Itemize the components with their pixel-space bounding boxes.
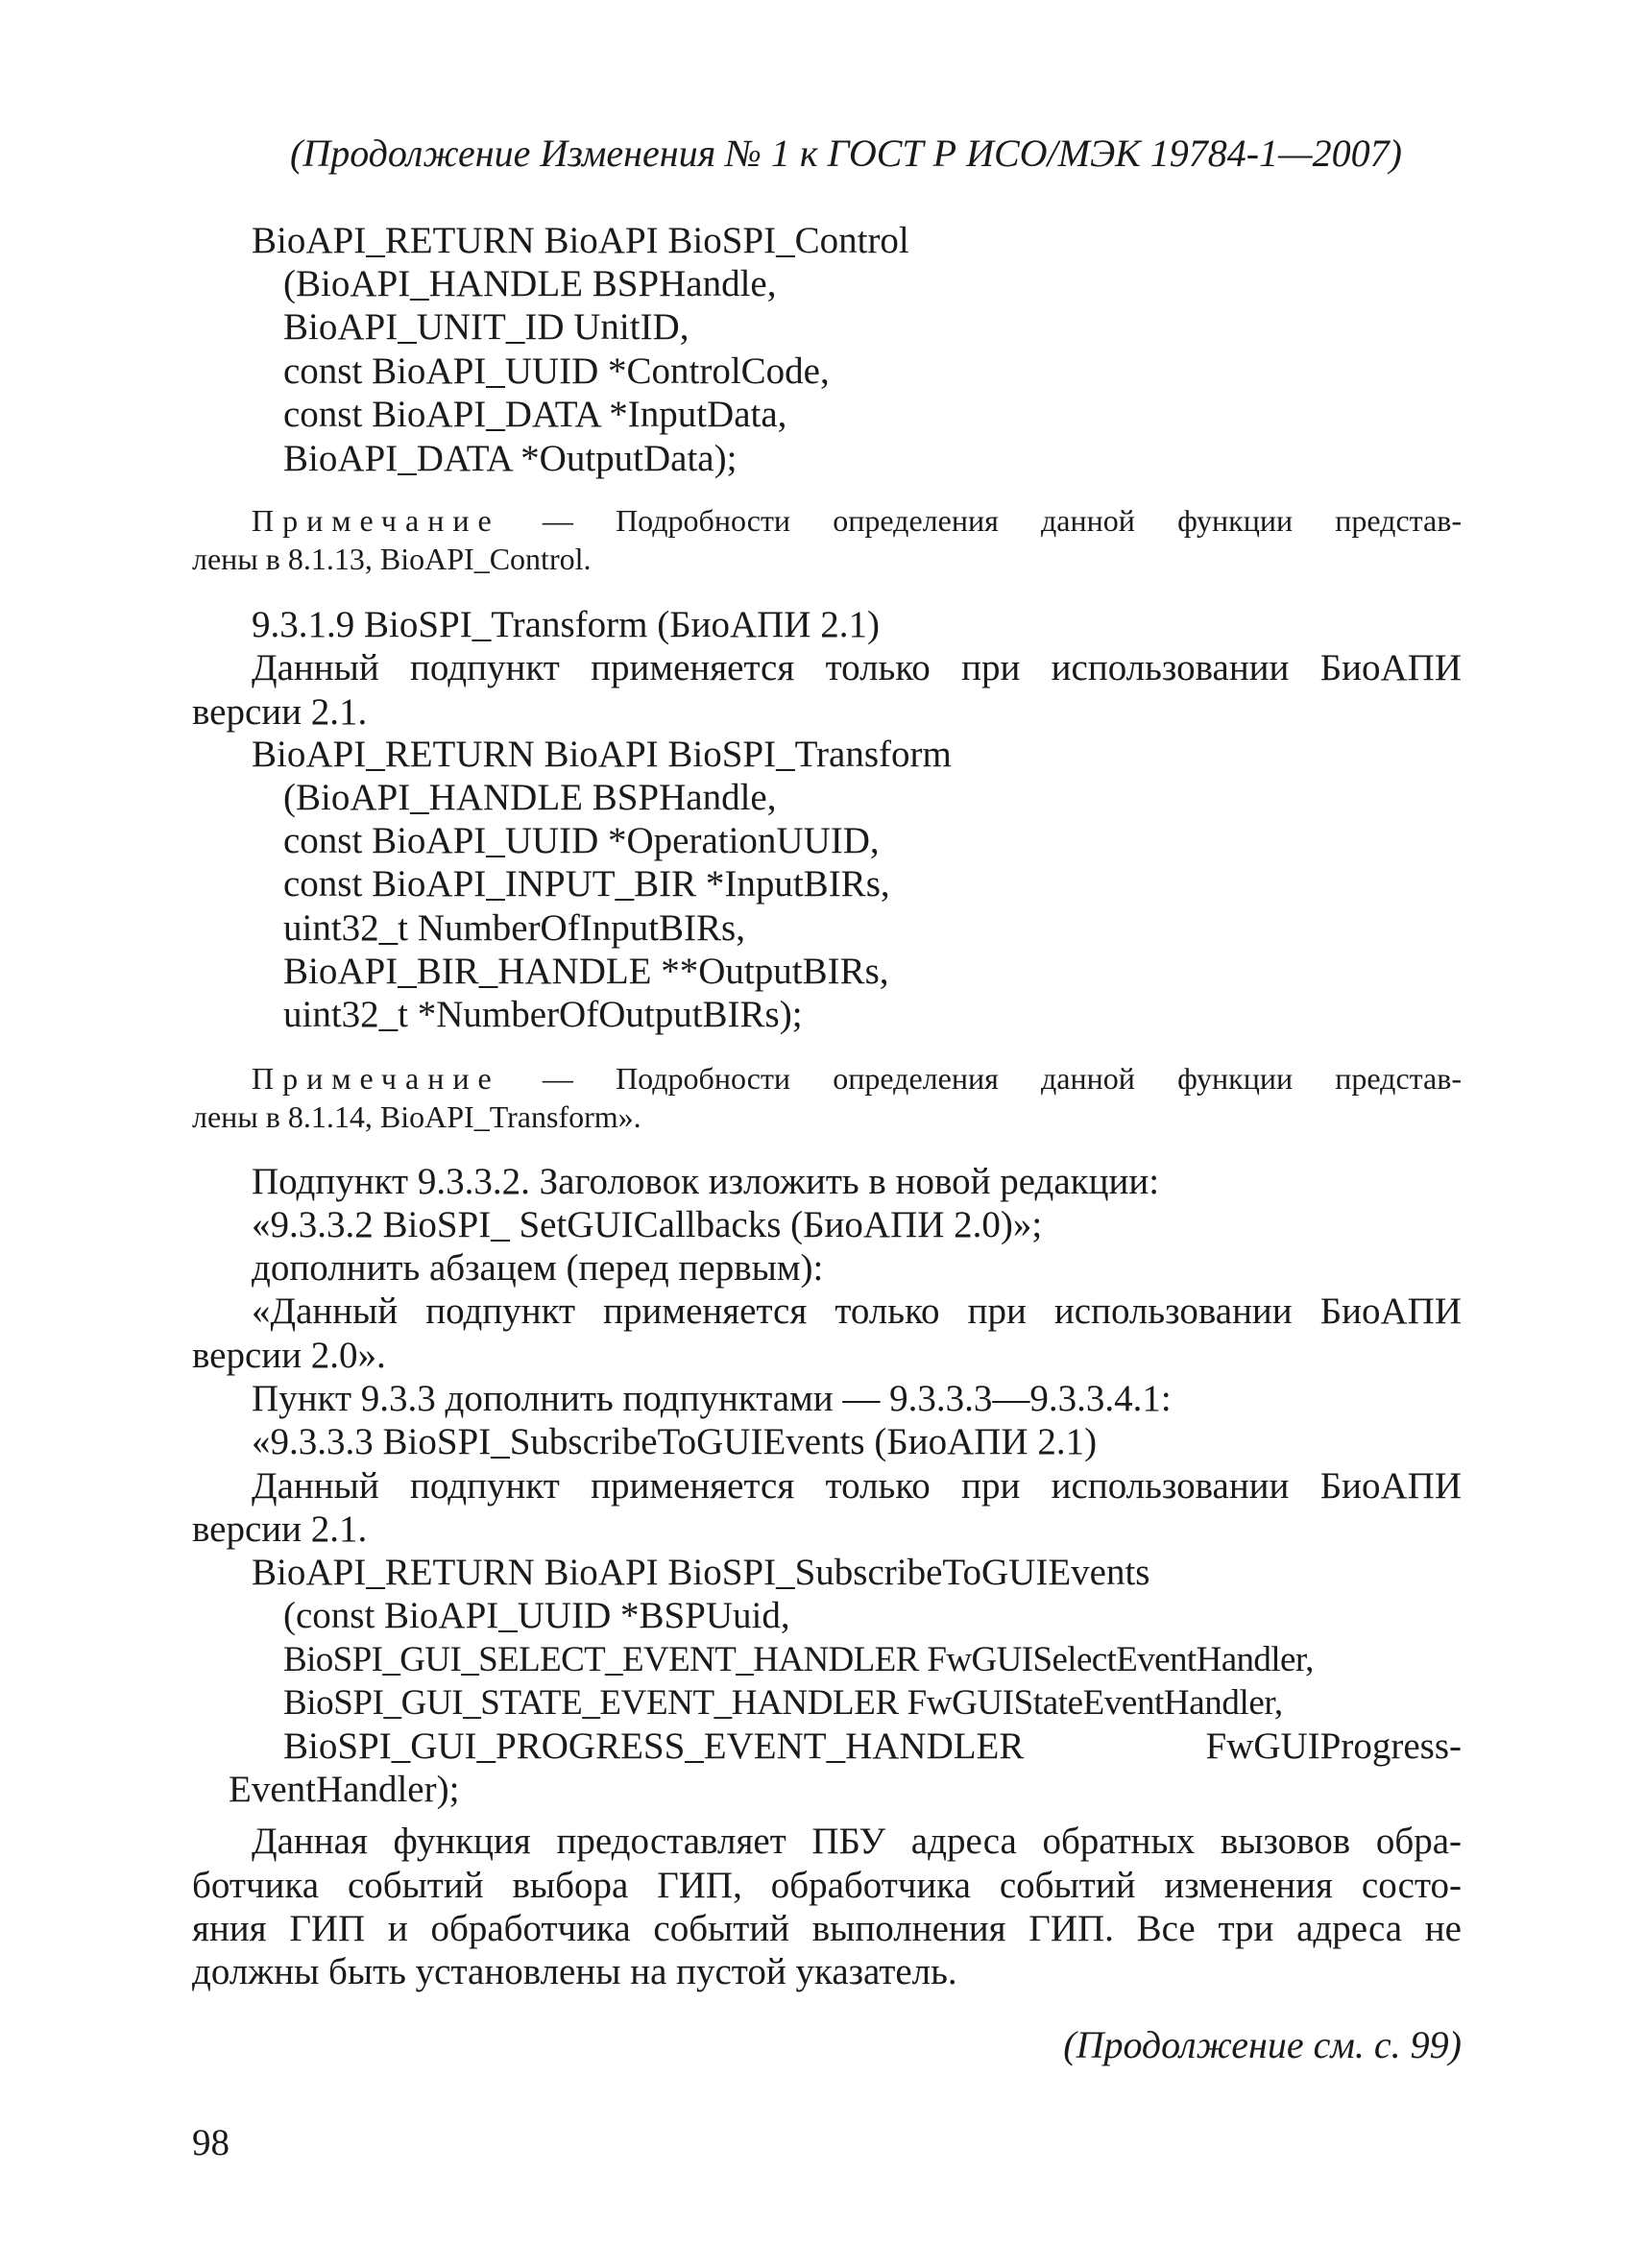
paragraph-line: должны быть установлены на пустой указатель.: [192, 1951, 957, 1992]
code-line: BioSPI_GUI_PROGRESS_EVENT_HANDLER FwGUIProgress-: [283, 1725, 1462, 1767]
code-line: uint32_t *NumberOfOutputBIRs);: [283, 994, 803, 1035]
code-line: const BioAPI_UUID *OperationUUID,: [283, 820, 880, 861]
note-line: [252, 1059, 1462, 1098]
code-line: BioAPI_RETURN BioAPI BioSPI_SubscribeToGUIEvents: [252, 1552, 1150, 1593]
code-line: (BioAPI_HANDLE BSPHandle,: [283, 777, 777, 818]
paragraph-line: ботчика событий выбора ГИП, обработчика событий изменения состо-: [192, 1865, 1462, 1906]
note-text: — Подробности определения данной функции представ-: [542, 503, 1463, 538]
code-line: (BioAPI_HANDLE BSPHandle,: [283, 263, 777, 304]
paragraph-line: Пункт 9.3.3 дополнить подпунктами — 9.3.3.3—9.3.3.4.1:: [252, 1378, 1172, 1419]
running-header: (Продолжение Изменения № 1 к ГОСТ Р ИСО/МЭК 19784-1—2007): [290, 132, 1402, 175]
code-line: BioSPI_GUI_SELECT_EVENT_HANDLER FwGUISelectEventHandler,: [283, 1640, 1314, 1679]
code-line: const BioAPI_INPUT_BIR *InputBIRs,: [283, 863, 890, 905]
code-line: BioAPI_UNIT_ID UnitID,: [283, 306, 689, 348]
code-line: (const BioAPI_UUID *BSPUuid,: [283, 1595, 790, 1636]
paragraph-line: версии 2.1.: [192, 691, 368, 733]
code-line: BioAPI_DATA *OutputData);: [283, 438, 738, 479]
note-text: — Подробности определения данной функции представ-: [542, 1061, 1463, 1096]
section-heading: 9.3.1.9 BioSPI_Transform (БиоАПИ 2.1): [252, 604, 880, 645]
paragraph-line: версии 2.1.: [192, 1508, 368, 1550]
code-line: const BioAPI_UUID *ControlCode,: [283, 350, 830, 392]
code-line: BioAPI_RETURN BioAPI BioSPI_Control: [252, 220, 909, 261]
paragraph-line: Данный подпункт применяется только при использовании БиоАПИ: [252, 647, 1462, 688]
paragraph-line: дополнить абзацем (перед первым):: [252, 1247, 824, 1289]
paragraph-line: Данная функция предоставляет ПБУ адреса обратных вызовов обра-: [252, 1821, 1462, 1862]
code-line: BioAPI_BIR_HANDLE **OutputBIRs,: [283, 951, 889, 992]
note-line: лены в 8.1.14, BioAPI_Transform».: [192, 1099, 641, 1134]
paragraph-line: Данный подпункт применяется только при использовании БиоАПИ: [252, 1465, 1462, 1507]
code-line: uint32_t NumberOfInputBIRs,: [283, 907, 745, 949]
continuation-note: (Продолжение см. с. 99): [1063, 2023, 1462, 2066]
note-line: [252, 501, 1462, 540]
note-label: Примечание: [252, 1061, 500, 1096]
paragraph-line: версии 2.0».: [192, 1335, 386, 1376]
paragraph-line: «9.3.3.2 BioSPI_ SetGUICallbacks (БиоАПИ 2.0)»;: [252, 1204, 1043, 1245]
note-line: лены в 8.1.13, BioAPI_Control.: [192, 542, 592, 576]
code-line: EventHandler);: [229, 1769, 460, 1810]
page-number: 98: [192, 2122, 230, 2163]
paragraph-line: «9.3.3.3 BioSPI_SubscribeToGUIEvents (БиоАПИ 2.1): [252, 1421, 1098, 1462]
note-label: Примечание: [252, 503, 500, 538]
paragraph-line: яния ГИП и обработчика событий выполнения ГИП. Все три адреса не: [192, 1908, 1462, 1949]
code-line: BioSPI_GUI_STATE_EVENT_HANDLER FwGUIStateEventHandler,: [283, 1683, 1283, 1723]
paragraph-line: Подпункт 9.3.3.2. Заголовок изложить в новой редакции:: [252, 1161, 1160, 1202]
code-line: const BioAPI_DATA *InputData,: [283, 394, 787, 435]
code-line: BioAPI_RETURN BioAPI BioSPI_Transform: [252, 734, 952, 775]
paragraph-line: «Данный подпункт применяется только при использовании БиоАПИ: [252, 1291, 1462, 1332]
